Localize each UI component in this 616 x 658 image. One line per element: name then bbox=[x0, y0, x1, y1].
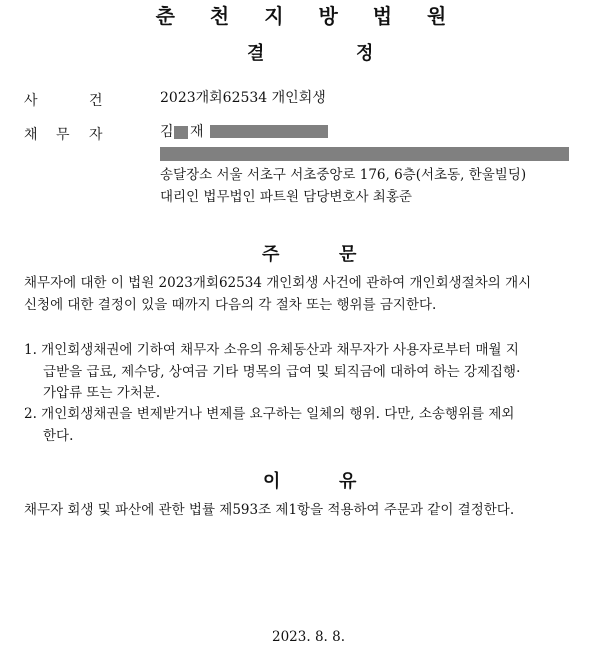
order-heading-right: 문 bbox=[339, 244, 357, 265]
order-intro-line2: 신청에 대한 결정이 있을 때까지 다음의 각 절차 또는 행위를 금지한다. bbox=[24, 297, 437, 313]
case-label-b: 건 bbox=[89, 93, 103, 109]
doc-type-right: 정 bbox=[356, 43, 374, 64]
redaction-block-name bbox=[174, 126, 188, 139]
case-value: 2023개회62534 개인회생 bbox=[160, 90, 326, 106]
order-heading-left: 주 bbox=[262, 244, 280, 265]
debtor-name-first: 김 bbox=[160, 124, 174, 140]
order-item1-line3: 가압류 또는 가처분. bbox=[43, 385, 161, 401]
case-label-a: 사 bbox=[24, 93, 38, 109]
redaction-block-id bbox=[210, 125, 328, 138]
order-item2-line1: 2. 개인회생채권을 변제받거나 변제를 요구하는 일체의 행위. 다만, 소송행위를 제외 bbox=[24, 406, 515, 422]
debtor-label-c: 자 bbox=[89, 127, 103, 143]
reason-heading-left: 이 bbox=[263, 471, 281, 492]
doc-type-left: 결 bbox=[247, 43, 265, 64]
order-item1-line1: 1. 개인회생채권에 기하여 채무자 소유의 유체동산과 채무자가 사용자로부터 매월 지 bbox=[24, 342, 519, 358]
debtor-label-a: 채 bbox=[24, 127, 38, 143]
court-name: 춘 천 지 방 법 원 bbox=[155, 4, 461, 28]
decision-date: 2023. 8. 8. bbox=[272, 629, 345, 645]
reason-text: 채무자 회생 및 파산에 관한 법률 제593조 제1항을 적용하여 주문과 같이 결정한다. bbox=[24, 502, 515, 518]
reason-heading-right: 유 bbox=[339, 471, 357, 492]
debtor-name-last: 재 bbox=[190, 124, 204, 140]
order-item1-line2: 급받을 급료, 제수당, 상여금 기타 명목의 급여 및 퇴직금에 대하여 하는 강제집행· bbox=[43, 364, 521, 380]
order-item2-line2: 한다. bbox=[43, 428, 74, 444]
redaction-block-address bbox=[160, 147, 569, 161]
service-address: 송달장소 서울 서초구 서초중앙로 176, 6층(서초동, 한울빌딩) bbox=[160, 167, 527, 183]
agent: 대리인 법무법인 파트원 담당변호사 최홍준 bbox=[160, 189, 412, 205]
order-intro-line1: 채무자에 대한 이 법원 2023개회62534 개인회생 사건에 관하여 개인회생절차의 개시 bbox=[24, 275, 532, 291]
debtor-label-b: 무 bbox=[56, 127, 70, 143]
